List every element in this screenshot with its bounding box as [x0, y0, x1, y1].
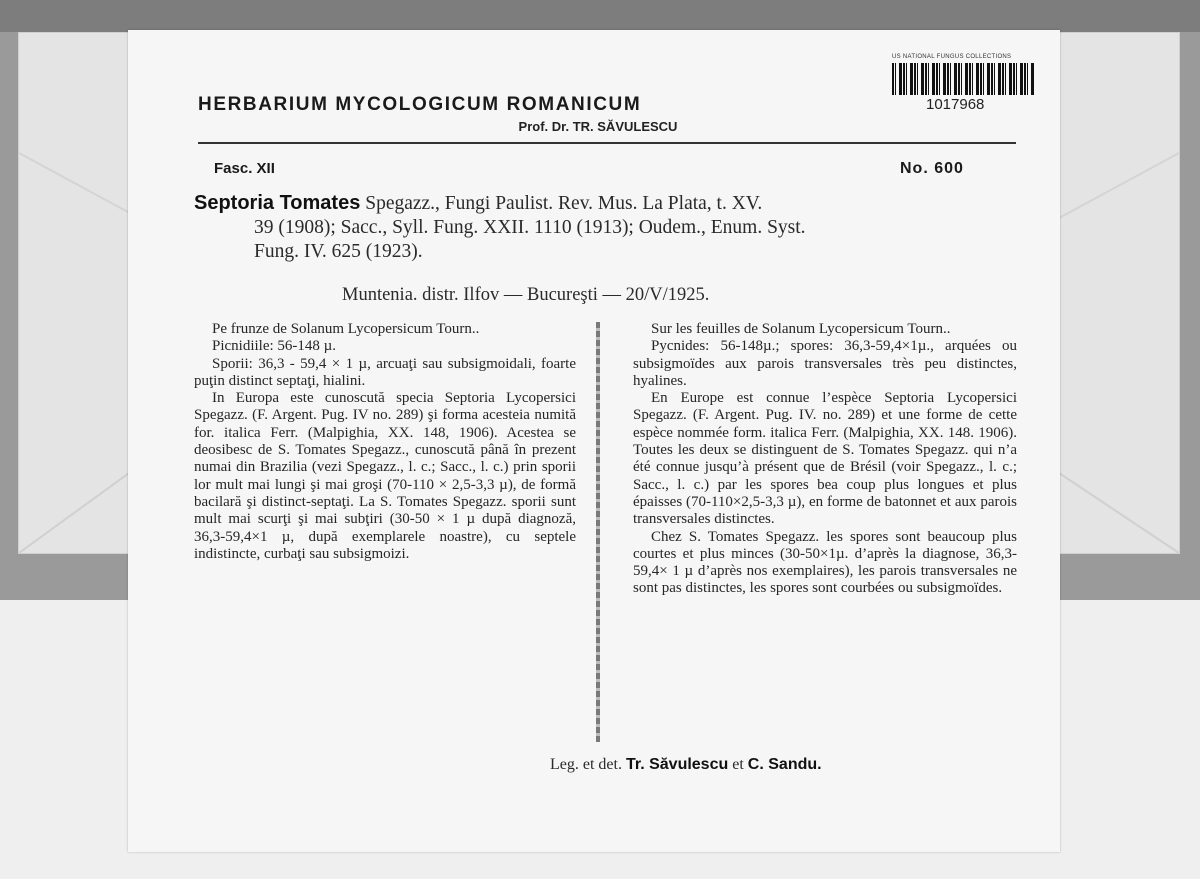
- collector-conjunction: et: [732, 756, 744, 773]
- collection-locality: Muntenia. distr. Ilfov — Bucureşti — 20/V/1925.: [342, 285, 710, 305]
- herbarium-title: HERBARIUM MYCOLOGICUM ROMANICUM: [198, 94, 642, 115]
- ro-spores: Sporii: 36,3 - 59,4 × 1 µ, arcuaţi sau subsigmoidali, foarte puţin distinct septaţi, hialini.: [194, 355, 576, 389]
- collector-prefix: Leg. et det.: [550, 756, 622, 773]
- ro-host: Pe frunze de Solanum Lycopersicum Tourn..: [212, 321, 480, 337]
- fascicle: Fasc. XII: [214, 160, 275, 177]
- column-divider: [596, 322, 600, 742]
- exsiccata-number: No. 600: [900, 160, 964, 177]
- barcode-image: [892, 63, 1034, 95]
- barcode-caption: US NATIONAL FUNGUS COLLECTIONS: [892, 54, 1012, 60]
- fr-pycnides: Pycnides: 56-148µ.; spores: 36,3-59,4×1µ., arquées ou subsigmoïdes aux parois transversales très peu distinctes, hyalines.: [633, 338, 1017, 389]
- romanian-description: [194, 321, 576, 563]
- header-rule: [198, 142, 1016, 144]
- collector-name-1: Tr. Săvulescu: [625, 756, 729, 773]
- collector-line: [550, 756, 822, 774]
- backdrop-top: [0, 0, 1200, 32]
- species-name: Septoria Tomates: [194, 192, 361, 214]
- ro-discussion: In Europa este cunoscută specia Septoria Lycopersici Spegazz. (F. Argent. Pug. IV no. 289) şi forma acesteia numită for. italica Ferr. (Malpighia, XX. 148, 1906). Acestea se deosibesc de S. Tomates Spegazz., cunoscută până în prezent numai din Brazilia (vezi Spegazz., l. c.; Sacc., l. c.) prin sporii lor mult mai lungi şi mai groşi (70-110 × 2,5-3,3 µ), de formă bacilară şi distinct-septaţi. La S. Tomates Spegazz. sporii sunt mult mai scurţi şi mai subţiri (30-50 × 1 µ după diagnoză, 36,3-59,4×1 µ, după exemplarele noastre), cu septele indistincte, curbaţi sau subsigmoizi.: [194, 390, 576, 562]
- citation-line-2: 39 (1908); Sacc., Syll. Fung. XXII. 1110 (1913); Oudem., Enum. Syst.: [254, 217, 806, 238]
- fr-discussion: En Europe est connue l’espèce Septoria Lycopersici Spegazz. (F. Argent. Pug. IV. no. 289) et une forme de cette espèce nommée form. italica Ferr. (Malpighia, XX. 148. 1906). Toutes les deux se distinguent de S. Tomates Spegazz. qui n’a été connue jusqu’à présent que de Brésil (voir Spegazz., l. c.; Sacc., l. c.) par les spores bea coup plus longues et plus épaisses (70-110×2,5-3,3 µ), en forme de batonnet et aux parois transversales distinctes.: [633, 390, 1017, 528]
- citation-line-1: Spegazz., Fungi Paulist. Rev. Mus. La Plata, t. XV.: [365, 193, 763, 214]
- fr-host: Sur les feuilles de Solanum Lycopersicum Tourn..: [651, 321, 951, 337]
- herbarium-label: [128, 30, 1060, 852]
- taxon-citation: [194, 191, 1024, 264]
- citation-line-3: Fung. IV. 625 (1923).: [254, 241, 423, 262]
- barcode-number: 1017968: [926, 96, 985, 113]
- fr-comparison: Chez S. Tomates Spegazz. les spores sont beaucoup plus courtes et plus minces (30-50×1µ. d’après la diagnose, 36,3-59,4× 1 µ d’après nos exemplaires), les parois transversales ne sont pas distinctes, les spores sont courbées ou subsigmoïdes.: [633, 528, 1017, 597]
- french-description: [633, 321, 1017, 598]
- herbarium-curator: Prof. Dr. TR. SĂVULESCU: [518, 119, 678, 134]
- collector-name-2: C. Sandu.: [747, 756, 822, 773]
- ro-picnidia: Picnidiile: 56-148 µ.: [212, 338, 337, 355]
